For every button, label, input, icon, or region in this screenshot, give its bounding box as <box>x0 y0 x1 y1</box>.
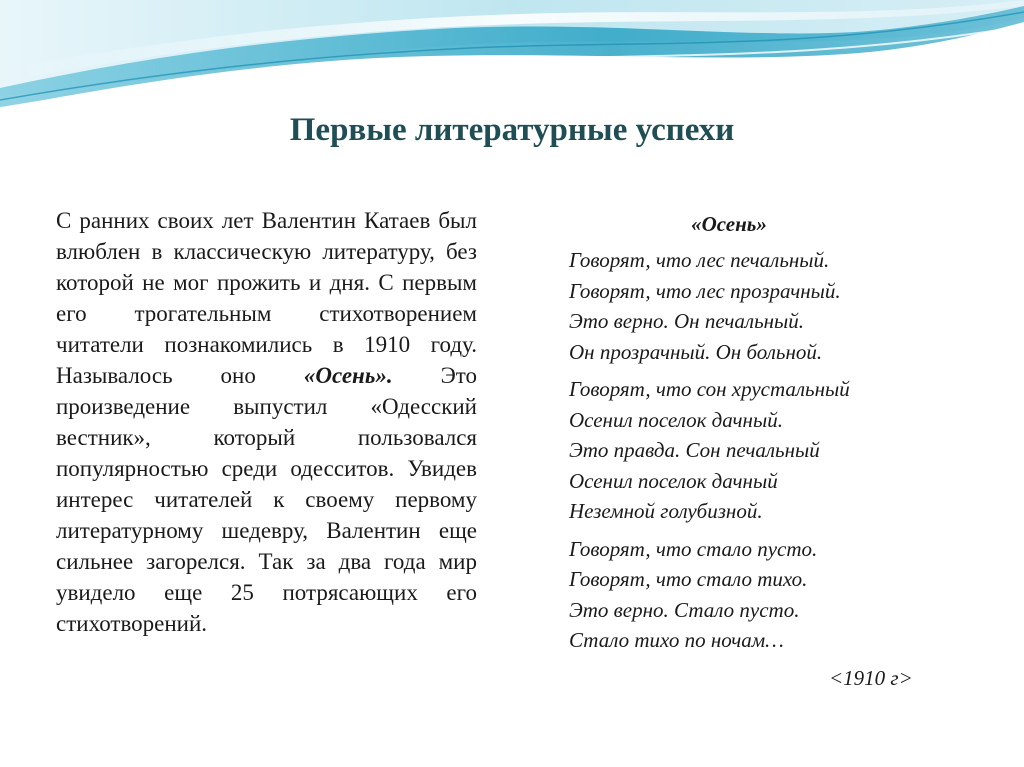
poem-line: Это правда. Сон печальный <box>569 438 820 462</box>
poem-date: <1910 г> <box>829 665 913 690</box>
poem-title: «Осень» <box>691 212 767 236</box>
poem-line: Он прозрачный. Он больной. <box>569 339 823 364</box>
poem-line: Говорят, что стало пусто. <box>569 536 818 561</box>
poem-stanza <box>569 534 949 656</box>
poem-line: Неземной голубизной. <box>569 499 763 523</box>
body-text-part: С ранних своих лет Валентин Катаев был влюблен в классическую литературу, без которой не мог прожить и дня. С первым его трогательным стихотворением читатели познакомились в 1910 году. Называлось оно <box>56 208 477 388</box>
poem-line: Говорят, что стало тихо. <box>569 567 808 591</box>
decorative-wave-header <box>0 0 1024 130</box>
poem-line: Осенил поселок дачный <box>569 468 778 493</box>
poem-line: Стало тихо по ночам… <box>569 628 784 652</box>
poem-line: Это верно. Стало пусто. <box>569 597 800 622</box>
body-text-bold-title: «Осень». <box>303 363 393 388</box>
body-paragraph <box>56 205 477 639</box>
poem <box>569 212 949 693</box>
slide-title: Первые литературные успехи <box>289 112 735 148</box>
poem-line: Это верно. Он печальный. <box>569 309 805 333</box>
poem-line: Говорят, что лес прозрачный. <box>569 278 841 303</box>
body-text-part: Это произведение выпустил «Одесский вестник», который пользовался популярностью среди одесситов. Увидев интерес читателей к своему первому литературному шедевру, Валентин еще сильнее загорелся. Так за два года мир увидело еще 25 потрясающих его стихотворений. <box>56 363 477 636</box>
poem-line: Говорят, что сон хрустальный <box>569 377 850 401</box>
poem-line: Осенил поселок дачный. <box>569 407 783 432</box>
poem-stanza <box>569 245 949 367</box>
poem-line: Говорят, что лес печальный. <box>569 248 830 272</box>
poem-stanza <box>569 374 949 527</box>
